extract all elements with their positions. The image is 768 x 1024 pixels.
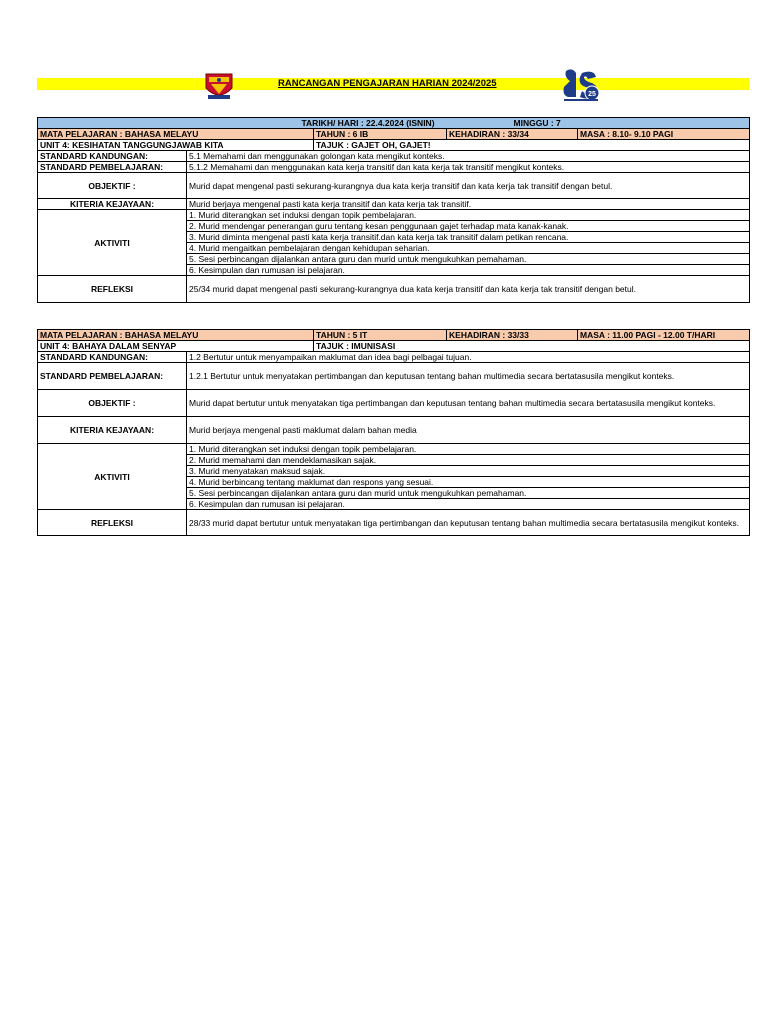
reflection-label: REFLEKSI (38, 276, 187, 303)
success-criteria-label: KITERIA KEJAYAAN: (38, 417, 187, 444)
success-criteria-value: Murid berjaya mengenal pasti maklumat dalam bahan media (187, 417, 750, 444)
learning-standard-label: STANDARD PEMBELAJARAN: (38, 363, 187, 390)
activity-item: 5. Sesi perbincangan dijalankan antara guru dan murid untuk mengukuhkan pemahaman. (187, 488, 750, 499)
objective-value: Murid dapat mengenal pasti sekurang-kurangnya dua kata kerja transitif dan kata kerja tak transitif dengan betul. (187, 173, 750, 199)
objective-label: OBJEKTIF : (38, 173, 187, 199)
class-cell: TAHUN : 5 IT (314, 330, 447, 341)
learning-standard-label: STANDARD PEMBELAJARAN: (38, 162, 187, 173)
reflection-value: 28/33 murid dapat bertutur untuk menyatakan tiga pertimbangan dan keputusan tentang bahan multimedia secara bertatasusila mengikut konteks. (187, 510, 750, 536)
content-standard-label: STANDARD KANDUNGAN: (38, 352, 187, 363)
school-crest-logo-icon (202, 68, 236, 102)
panel-logo-icon (560, 67, 602, 103)
attendance-cell: KEHADIRAN : 33/34 (447, 129, 578, 140)
activity-item: 3. Murid menyatakan maksud sajak. (187, 466, 750, 477)
topic-cell: TAJUK : GAJET OH, GAJET! (314, 140, 750, 151)
activity-item: 2. Murid mendengar penerangan guru tentang kesan penggunaan gajet terhadap mata kanak-kanak. (187, 221, 750, 232)
lesson-2-table (37, 329, 750, 536)
learning-standard-value: 1.2.1 Bertutur untuk menyatakan pertimbangan dan keputusan tentang bahan multimedia secara bertatasusila mengikut konteks. (187, 363, 750, 390)
class-cell: TAHUN : 6 IB (314, 129, 447, 140)
activity-item: 1. Murid diterangkan set induksi dengan topik pembelajaran. (187, 210, 750, 221)
time-cell: MASA : 8.10- 9.10 PAGI (578, 129, 750, 140)
subject-cell: MATA PELAJARAN : BAHASA MELAYU (38, 129, 314, 140)
activity-item: 4. Murid berbincang tentang maklumat dan respons yang sesuai. (187, 477, 750, 488)
activity-item: 2. Murid memahami dan mendeklamasikan sajak. (187, 455, 750, 466)
objective-label: OBJEKTIF : (38, 390, 187, 417)
activity-item: 3. Murid diminta mengenal pasti kata kerja transitif.dan kata kerja tak transitif dalam petikan rencana. (187, 232, 750, 243)
content-standard-label: STANDARD KANDUNGAN: (38, 151, 187, 162)
activity-item: 1. Murid diterangkan set induksi dengan topik pembelajaran. (187, 444, 750, 455)
learning-standard-value: 5.1.2 Memahami dan menggunakan kata kerja transitif dan kata kerja tak transitif mengikut konteks. (187, 162, 750, 173)
reflection-label: REFLEKSI (38, 510, 187, 536)
success-criteria-value: Murid berjaya mengenal pasti kata kerja transitif dan kata kerja tak transitif. (187, 199, 750, 210)
content-standard-value: 5.1 Memahami dan menggunakan golongan kata mengikut konteks. (187, 151, 750, 162)
time-cell: MASA : 11.00 PAGI - 12.00 T/HARI (578, 330, 750, 341)
page-title: RANCANGAN PENGAJARAN HARIAN 2024/2025 (278, 78, 497, 89)
lesson-1-table (37, 117, 750, 303)
week-cell: MINGGU : 7 (447, 118, 750, 129)
date-cell: TARIKH/ HARI : 22.4.2024 (ISNIN) (38, 118, 447, 129)
activity-label: AKTIVITI (38, 444, 187, 510)
activity-item: 6. Kesimpulan dan rumusan isi pelajaran. (187, 265, 750, 276)
success-criteria-label: KITERIA KEJAYAAN: (38, 199, 187, 210)
content-standard-value: 1.2 Bertutur untuk menyampaikan maklumat dan idea bagi pelbagai tujuan. (187, 352, 750, 363)
panel-logo-text: 25 (588, 91, 596, 98)
activity-item: 5. Sesi perbincangan dijalankan antara guru dan murid untuk mengukuhkan pemahaman. (187, 254, 750, 265)
unit-cell: UNIT 4: BAHAYA DALAM SENYAP (38, 341, 314, 352)
objective-value: Murid dapat bertutur untuk menyatakan tiga pertimbangan dan keputusan tentang bahan multimedia secara bertatasusila mengikut konteks. (187, 390, 750, 417)
activity-item: 6. Kesimpulan dan rumusan isi pelajaran. (187, 499, 750, 510)
activity-label: AKTIVITI (38, 210, 187, 276)
activity-item: 4. Murid mengaitkan pembelajaran dengan kehidupan seharian. (187, 243, 750, 254)
topic-cell: TAJUK : IMUNISASI (314, 341, 750, 352)
unit-cell: UNIT 4: KESIHATAN TANGGUNGJAWAB KITA (38, 140, 314, 151)
subject-cell: MATA PELAJARAN : BAHASA MELAYU (38, 330, 314, 341)
reflection-value: 25/34 murid dapat mengenal pasti sekurang-kurangnya dua kata kerja transitif dan kata kerja tak transitif dengan betul. (187, 276, 750, 303)
attendance-cell: KEHADIRAN : 33/33 (447, 330, 578, 341)
